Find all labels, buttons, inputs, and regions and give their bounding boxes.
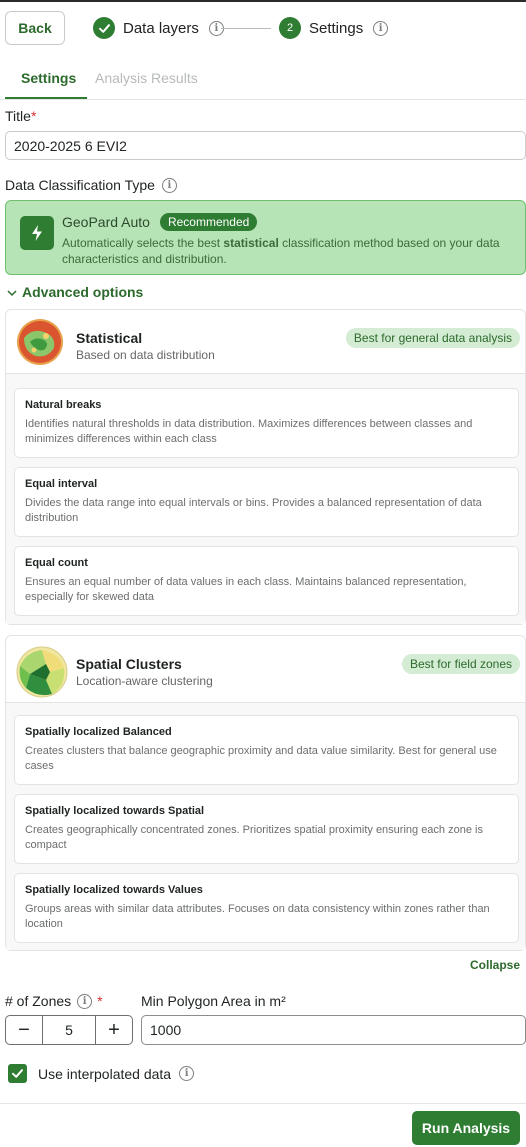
interpolated-checkbox-row[interactable]: [8, 1064, 194, 1083]
zones-label: # of Zones i *: [5, 993, 103, 1009]
min-area-label: Min Polygon Area in m²: [141, 993, 286, 1009]
back-button[interactable]: Back: [5, 11, 65, 45]
title-label: Title*: [5, 108, 37, 124]
tab-active-indicator: [5, 97, 87, 99]
advanced-options-toggle[interactable]: Advanced options: [7, 284, 143, 300]
option-spatially-towards-spatial[interactable]: [14, 794, 519, 864]
option-description: Identifies natural thresholds in data distribution. Maximizes differences between classes and minimizes differences within each class: [25, 418, 473, 445]
step-connector: [221, 28, 271, 29]
collapse-link[interactable]: Collapse: [469, 958, 520, 972]
chevron-down-icon: [7, 284, 17, 300]
step-data-layers[interactable]: [93, 17, 224, 39]
classification-type-label: Data Classification Type i: [5, 177, 177, 193]
run-analysis-button[interactable]: Run Analysis: [412, 1111, 520, 1145]
zones-stepper: [5, 1015, 133, 1045]
option-natural-breaks[interactable]: [14, 388, 519, 458]
info-icon[interactable]: i: [77, 994, 92, 1009]
interpolated-label: Use interpolated data: [38, 1065, 172, 1082]
option-title: Spatially localized towards Spatial: [25, 805, 205, 817]
auto-option-title: GeoPard Auto: [62, 214, 150, 230]
group-subtitle: Location-aware clustering: [76, 674, 213, 688]
option-title: Spatially localized Balanced: [25, 726, 172, 738]
option-spatially-towards-values[interactable]: [14, 873, 519, 943]
option-equal-interval[interactable]: [14, 467, 519, 537]
best-for-badge: Best for general data analysis: [346, 328, 520, 348]
info-icon[interactable]: i: [179, 1066, 194, 1081]
step-number: 2: [279, 17, 301, 39]
group-subtitle: Based on data distribution: [76, 348, 215, 362]
option-title: Equal interval: [25, 478, 98, 490]
footer-divider: [0, 1103, 526, 1104]
min-area-input[interactable]: 1000: [141, 1015, 526, 1045]
option-spatially-balanced[interactable]: [14, 715, 519, 785]
group-title: Spatial Clusters: [76, 656, 182, 672]
group-title: Statistical: [76, 330, 143, 346]
increment-button[interactable]: +: [108, 1018, 120, 1041]
step-settings[interactable]: [279, 17, 388, 39]
option-title: Natural breaks: [25, 399, 102, 411]
checkbox-checked-icon[interactable]: [8, 1064, 27, 1083]
info-icon[interactable]: i: [162, 178, 177, 193]
required-mark: *: [97, 993, 103, 1009]
auto-option-description: Automatically selects the best statistical classification method based on your data characteristics and distribution.: [62, 236, 500, 266]
option-description: Creates geographically concentrated zones. Prioritizes spatial proximity ensuring each zone is compact: [25, 824, 483, 851]
tab-settings[interactable]: Settings: [21, 70, 77, 86]
top-border: [0, 0, 526, 2]
recommended-badge: Recommended: [160, 213, 257, 231]
info-icon[interactable]: i: [209, 21, 224, 36]
spatial-clusters-group: [5, 635, 526, 951]
best-for-badge: Best for field zones: [402, 654, 520, 674]
statistical-options: [6, 373, 525, 624]
option-description: Ensures an equal number of data values in each class. Maintains balanced representation, especially for skewed data: [25, 576, 467, 603]
zones-value[interactable]: 5: [42, 1016, 96, 1044]
step-label: Settings: [309, 19, 364, 37]
option-title: Equal count: [25, 557, 88, 569]
step-label: Data layers: [123, 19, 199, 37]
required-mark: *: [30, 108, 37, 124]
lightning-icon: [20, 216, 54, 250]
title-input[interactable]: 2020-2025 6 EVI2: [5, 131, 526, 160]
spatial-clusters-map-thumbnail: [16, 646, 68, 698]
check-circle-icon: [93, 17, 115, 39]
option-equal-count[interactable]: [14, 546, 519, 616]
option-description: Divides the data range into equal intervals or bins. Provides a balanced representation of data distribution: [25, 497, 482, 524]
geopard-auto-option[interactable]: [5, 200, 526, 275]
option-description: Groups areas with similar data attributes. Focuses on data consistency within zones rather than location: [25, 903, 490, 930]
statistical-map-thumbnail: [16, 318, 64, 366]
option-title: Spatially localized towards Values: [25, 884, 203, 896]
spatial-options: [6, 702, 525, 950]
info-icon[interactable]: i: [373, 21, 388, 36]
tab-analysis-results[interactable]: Analysis Results: [95, 70, 198, 86]
decrement-button[interactable]: −: [18, 1018, 30, 1041]
tabs-divider: [0, 99, 526, 100]
statistical-group: [5, 309, 526, 625]
option-description: Creates clusters that balance geographic proximity and data value similarity. Best for general use cases: [25, 745, 497, 772]
